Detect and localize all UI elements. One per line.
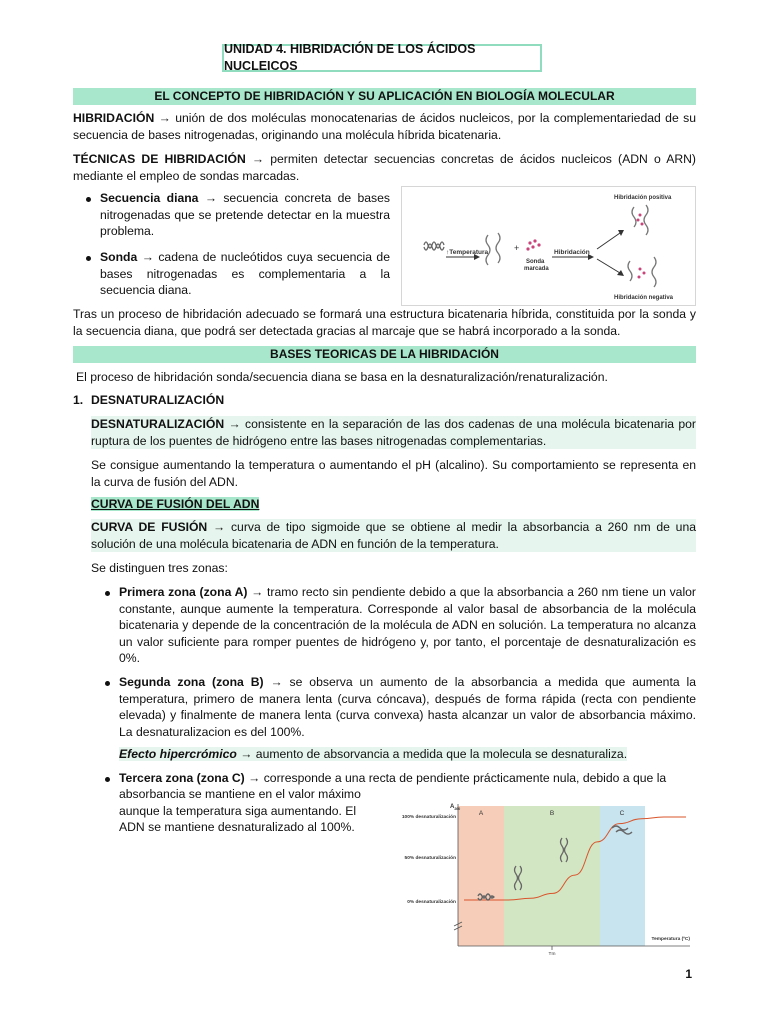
term-hibridacion: HIBRIDACIÓN → xyxy=(73,111,171,125)
arrow-head-icon xyxy=(617,270,624,276)
arrow-head-icon xyxy=(618,230,624,236)
bullet-zona-b xyxy=(119,674,696,740)
hybrid-negative-icon xyxy=(628,257,656,287)
branch-arrow-icon xyxy=(597,259,620,273)
bullet-dot xyxy=(105,681,110,686)
paragraph-closing xyxy=(73,306,696,339)
term-zona-a: Primera zona (zona A) xyxy=(119,585,248,599)
item-title-desnaturalizacion: DESNATURALIZACIÓN xyxy=(91,393,225,407)
x-tick-tm: Tm xyxy=(548,952,556,957)
hybrid-positive-icon xyxy=(632,205,648,235)
zone-a-band xyxy=(458,806,504,946)
paragraph-efecto xyxy=(119,746,696,763)
curva-heading xyxy=(91,496,259,513)
term-zona-c: Tercera zona (zona C) xyxy=(119,771,245,785)
paragraph-zonas-intro: Se distinguen tres zonas: xyxy=(91,561,228,575)
text-curva: curva de tipo sigmoide que se obtiene al medir la absorbancia a 260 nm de una solución de una molécula bicatenaria de ADN en función de la temperatura. xyxy=(91,520,697,551)
hybridization-diagram xyxy=(401,186,696,306)
label-hibridacion: Hibridación xyxy=(554,249,590,256)
x-axis-label: Temperatura (ºC) xyxy=(651,937,690,942)
bullet-dot xyxy=(105,591,110,596)
text-zona-c-line1: → corresponde a una recta de pendiente prácticamente nula, debido a que la xyxy=(248,771,667,785)
text-efecto: → aumento de absorvancia a medida que la molecula se desnaturaliza. xyxy=(240,747,628,761)
label-hibridacion-negativa: Hibridación negativa xyxy=(614,295,674,301)
bullet-dot xyxy=(86,197,91,202)
bullet-secuencia-diana xyxy=(100,190,390,240)
label-hibridacion-positiva: Hibridación positiva xyxy=(614,195,672,201)
term-secuencia-diana: Secuencia diana xyxy=(100,191,199,205)
zone-b-label: B xyxy=(549,810,555,817)
term-efecto: Efecto hipercrómico xyxy=(119,747,237,761)
bullet-zona-c xyxy=(119,770,696,787)
page-number: 1 xyxy=(685,967,692,981)
melting-curve-chart xyxy=(394,800,700,960)
curva-heading-text: CURVA DE FUSIÓN DEL ADN xyxy=(91,497,260,511)
page-title: UNIDAD 4. HIBRIDACIÓN DE LOS ÁCIDOS NUCLEICOS xyxy=(222,44,542,72)
y-tick-100: 100% desnaturalización xyxy=(401,815,456,820)
y-tick-0: 0% desnaturalización xyxy=(407,900,456,905)
term-zona-b: Segunda zona (zona B) xyxy=(119,675,264,689)
hybridization-diagram-svg xyxy=(402,187,695,305)
paragraph-desnaturalizacion xyxy=(91,416,696,449)
bullet-dot xyxy=(86,256,91,261)
term-sonda: Sonda xyxy=(100,250,138,264)
label-sonda: Sonda xyxy=(526,259,545,265)
text-zona-c-line4: ADN se mantiene desnaturalizado al 100%. xyxy=(119,820,355,834)
branch-arrow-icon xyxy=(597,233,620,249)
bullet-dot xyxy=(105,777,110,782)
paragraph-consigue xyxy=(91,457,696,490)
bullet-sonda xyxy=(100,249,390,299)
label-marcada: marcada xyxy=(524,266,549,272)
text-consigue: Se consigue aumentando la temperatura o aumentando el pH (alcalino). Su comportamiento se representa en la curva de fusión del ADN. xyxy=(91,458,696,489)
text-hibridacion: unión de dos moléculas monocatenarias de ácidos nucleicos, por la complementariedad de su secuencia de bases nitrogenadas, originando una molécula híbrida bicatenaria. xyxy=(73,111,696,142)
text-closing: Tras un proceso de hibridación adecuado se formará una estructura bicatenaria híbrida, constituida por la sonda y la secuencia diana, que podrá ser detectada gracias al marcaje que se habrá incorporado a la sonda. xyxy=(73,307,696,338)
item-number: 1. xyxy=(73,393,84,407)
probe-icon xyxy=(526,239,540,250)
paragraph-tecnicas xyxy=(73,151,696,184)
section-heading-bases: BASES TEORICAS DE LA HIBRIDACIÓN xyxy=(73,346,696,363)
y-tick-50: 50% desnaturalización xyxy=(404,856,456,861)
zone-c-label: C xyxy=(619,810,625,817)
term-tecnicas: TÉCNICAS DE HIBRIDACIÓN → xyxy=(73,152,265,166)
text-tecnicas: permiten detectar secuencias concretas de ácidos nucleicos (ADN o ARN) mediante el empleo de sondas marcadas. xyxy=(73,152,696,183)
term-curva: CURVA DE FUSIÓN → xyxy=(91,520,226,534)
label-temperatura: ↑Temperatura xyxy=(446,249,489,256)
paragraph-curva xyxy=(91,519,696,552)
paragraph-hibridacion xyxy=(73,110,696,143)
paragraph-intro: El proceso de hibridación sonda/secuencia diana se basa en la desnaturalización/renaturalización. xyxy=(76,370,608,384)
zone-c-band xyxy=(600,806,645,946)
zone-a-label: A xyxy=(478,810,484,817)
text-secuencia-diana: → secuencia concreta de bases nitrogenadas que se pretende detectar en la muestra problema. xyxy=(100,191,391,239)
y-axis-label: $A_{260}$ xyxy=(450,804,461,811)
term-desnaturalizacion: DESNATURALIZACIÓN → xyxy=(91,417,241,431)
text-zona-b: → se observa un aumento de la absorbancia a medida que aumenta la temperatura, primero de manera lenta (curva cóncava), después de forma rápida (recta con pendiente elevada) y finalmente de manera lenta (curva convexa) hasta alcanzar un valor de absorbancia máximo. La desnaturalizacion es del 100%. xyxy=(119,675,696,739)
text-zona-a: → tramo recto sin pendiente debido a que la absorbancia a 260 nm tiene un valor constante, aunque aumente la temperatura. Corresponde al valor basal de absorbancia de la molécula bicatenaria y depende de la concentración de la molécula de ADN en solución. La temperatura no alcanza un valor suficiente para romper puentes de hidrógeno y, por tanto, el porcentaje de desnaturalización es 0%. xyxy=(119,585,696,666)
dna-double-helix-icon xyxy=(424,242,444,250)
text-desnaturalizacion: consistente en la separación de las dos cadenas de una molécula bicatenaria por ruptura de los puentes de hidrógeno entre las bases nitrogenadas complementarias. xyxy=(91,417,696,448)
section-heading-concepto: EL CONCEPTO DE HIBRIDACIÓN Y SU APLICACIÓN EN BIOLOGÍA MOLECULAR xyxy=(73,88,696,105)
text-sonda: → cadena de nucleótidos cuya secuencia de bases nitrogenadas es complementaria a la secuencia diana. xyxy=(100,250,390,298)
text-zona-c-line2: absorbancia se mantiene en el valor máximo xyxy=(119,787,361,801)
bullet-zona-a xyxy=(119,584,696,667)
text-zona-c-line3: aunque la temperatura siga aumentando. El xyxy=(119,804,357,818)
plus-sign: + xyxy=(514,243,520,253)
